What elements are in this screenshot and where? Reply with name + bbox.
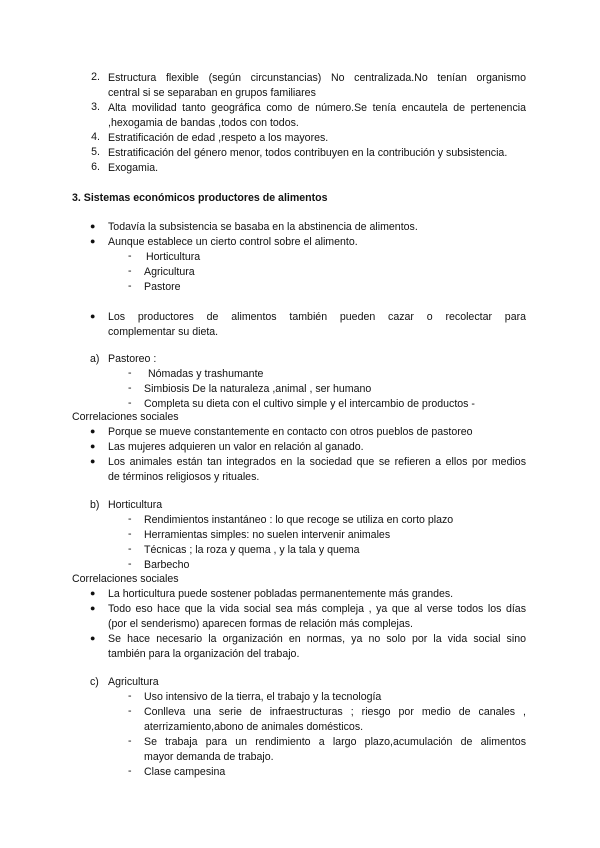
sub-item-text: Pastore bbox=[144, 281, 181, 293]
dash-icon: - bbox=[128, 765, 132, 777]
dash-icon: - bbox=[128, 735, 132, 747]
sub-item-text: Completa su dieta con el cultivo simple y el intercambio de productos - bbox=[144, 398, 475, 410]
dash-icon: - bbox=[128, 690, 132, 702]
bullet-icon: ● bbox=[90, 426, 96, 436]
dash-icon: - bbox=[128, 250, 132, 262]
sub-item-text: Herramientas simples: no suelen intervenir animales bbox=[144, 529, 391, 541]
dash-icon: - bbox=[128, 513, 132, 525]
dash-icon: - bbox=[128, 265, 132, 277]
bullet-icon: ● bbox=[90, 603, 96, 613]
bullet-text: Porque se mueve constantemente en contacto con otros pueblos de pastoreo bbox=[108, 426, 473, 438]
sub-item-text: Técnicas ; la roza y quema , y la tala y quema bbox=[144, 544, 360, 556]
bullet-text: también para la organización del trabajo. bbox=[108, 648, 300, 660]
sub-item-text: aterrizamiento,abono de animales domésticos. bbox=[144, 721, 364, 733]
sub-item-text: Conlleva una serie de infraestructuras ; riesgo por medio de canales , bbox=[144, 706, 526, 718]
sub-item-text: mayor demanda de trabajo. bbox=[144, 751, 274, 763]
subsection-title: Pastoreo : bbox=[108, 353, 157, 365]
bullet-text: Los animales están tan integrados en la sociedad que se refieren a ellos por medios bbox=[108, 456, 526, 468]
list-number: 5. bbox=[91, 146, 100, 158]
list-item-text: Estructura flexible (según circunstancias) No centralizada.No tenían organismo bbox=[108, 72, 526, 84]
subsection-title: Agricultura bbox=[108, 676, 159, 688]
bullet-icon: ● bbox=[90, 588, 96, 598]
bullet-text: Todo eso hace que la vida social sea más compleja , ya que al verse todos los días bbox=[108, 603, 526, 615]
dash-icon: - bbox=[128, 367, 132, 379]
list-item-text: Estratificación del género menor, todos contribuyen en la contribución y subsistencia. bbox=[108, 147, 508, 159]
list-number: 2. bbox=[91, 71, 100, 83]
list-number: 4. bbox=[91, 131, 100, 143]
bullet-text: Todavía la subsistencia se basaba en la abstinencia de alimentos. bbox=[108, 221, 418, 233]
bullet-text: La horticultura puede sostener pobladas permanentemente más grandes. bbox=[108, 588, 454, 600]
correlations-label: Correlaciones sociales bbox=[72, 411, 179, 423]
section-heading: 3. Sistemas económicos productores de alimentos bbox=[72, 192, 328, 204]
sub-item-text: Uso intensivo de la tierra, el trabajo y la tecnología bbox=[144, 691, 382, 703]
sub-item-text: Clase campesina bbox=[144, 766, 226, 778]
dash-icon: - bbox=[128, 528, 132, 540]
sub-item-text: Rendimientos instantáneo : lo que recoge se utiliza en corto plazo bbox=[144, 514, 454, 526]
dash-icon: - bbox=[128, 705, 132, 717]
subsection-title: Horticultura bbox=[108, 499, 163, 511]
subsection-marker: b) bbox=[90, 499, 100, 511]
list-item-text: central si se separaban en grupos familiares bbox=[108, 87, 316, 99]
list-item-text: ,hexogamia de bandas ,todos con todos. bbox=[108, 117, 299, 129]
bullet-text: complementar su dieta. bbox=[108, 326, 219, 338]
dash-icon: - bbox=[128, 280, 132, 292]
sub-item-text: Se trabaja para un rendimiento a largo plazo,acumulación de alimentos bbox=[144, 736, 526, 748]
sub-item-text: Nómadas y trashumante bbox=[148, 368, 264, 380]
dash-icon: - bbox=[128, 397, 132, 409]
bullet-text: Las mujeres adquieren un valor en relación al ganado. bbox=[108, 441, 364, 453]
sub-item-text: Barbecho bbox=[144, 559, 190, 571]
dash-icon: - bbox=[128, 543, 132, 555]
sub-item-text: Simbiosis De la naturaleza ,animal , ser humano bbox=[144, 383, 372, 395]
sub-item-text: Horticultura bbox=[146, 251, 201, 263]
bullet-icon: ● bbox=[90, 236, 96, 246]
subsection-marker: a) bbox=[90, 353, 100, 365]
list-number: 6. bbox=[91, 161, 100, 173]
list-item-text: Estratificación de edad ,respeto a los mayores. bbox=[108, 132, 329, 144]
bullet-icon: ● bbox=[90, 311, 96, 321]
bullet-icon: ● bbox=[90, 441, 96, 451]
bullet-icon: ● bbox=[90, 633, 96, 643]
correlations-label: Correlaciones sociales bbox=[72, 573, 179, 585]
list-number: 3. bbox=[91, 101, 100, 113]
list-item-text: Exogamia. bbox=[108, 162, 159, 174]
dash-icon: - bbox=[128, 382, 132, 394]
bullet-text: Aunque establece un cierto control sobre el alimento. bbox=[108, 236, 358, 248]
sub-item-text: Agricultura bbox=[144, 266, 195, 278]
bullet-icon: ● bbox=[90, 456, 96, 466]
bullet-icon: ● bbox=[90, 221, 96, 231]
bullet-text: de términos religiosos y rituales. bbox=[108, 471, 260, 483]
dash-icon: - bbox=[128, 558, 132, 570]
subsection-marker: c) bbox=[90, 676, 99, 688]
list-item-text: Alta movilidad tanto geográfica como de número.Se tenía encautela de pertenencia bbox=[108, 102, 526, 114]
bullet-text: (por el senderismo) aparecen formas de relación más complejas. bbox=[108, 618, 413, 630]
bullet-text: Los productores de alimentos también pueden cazar o recolectar para bbox=[108, 311, 526, 323]
bullet-text: Se hace necesario la organización en normas, ya no solo por la vida social sino bbox=[108, 633, 526, 645]
